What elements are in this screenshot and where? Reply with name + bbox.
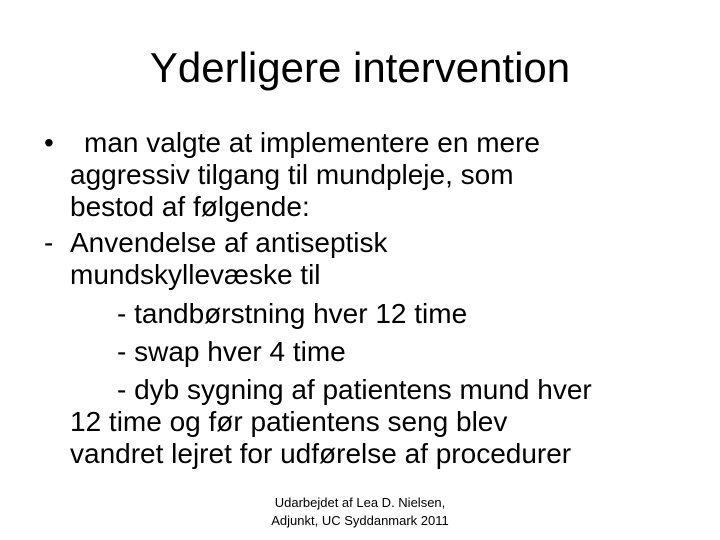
sub-item-toothbrushing: - tandbørstning hver 12 time <box>117 298 468 329</box>
bullet-1-line-1: man valgte at implementere en mere <box>84 127 540 158</box>
bullet-2-line-1: Anvendelse af antiseptisk <box>70 227 388 258</box>
bullet-marker: • <box>44 127 54 158</box>
continuation-line-2: vandret lejret for udførelse af procedurer <box>70 438 572 469</box>
bullet-2-line-2: mundskyllevæske til <box>70 259 321 290</box>
slide-footer <box>0 494 720 530</box>
continuation-line-1: 12 time og før patientens seng blev <box>70 406 508 437</box>
bullet-1-line-3: bestod af følgende: <box>70 191 310 222</box>
sub-item-swab: - swap hver 4 time <box>117 336 346 367</box>
slide-title: Yderligere intervention <box>149 44 571 91</box>
bullet-1-line-2: aggressiv tilgang til mundpleje, som <box>70 159 514 190</box>
footer-affiliation: Adjunkt, UC Syddanmark 2011 <box>271 513 449 528</box>
dash-marker: - <box>44 227 54 258</box>
footer-author: Udarbejdet af Lea D. Nielsen, <box>274 495 446 510</box>
sub-item-suction: - dyb sygning af patientens mund hver <box>117 374 592 405</box>
